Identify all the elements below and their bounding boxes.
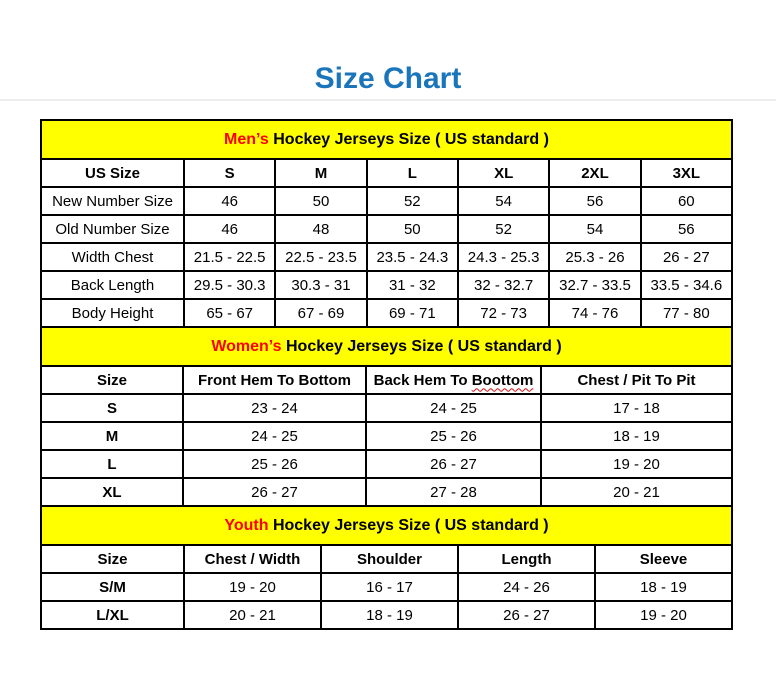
row-label: New Number Size <box>41 187 184 215</box>
table-row <box>41 394 732 422</box>
table-cell: 18 - 19 <box>541 422 732 450</box>
table-cell: 24 - 25 <box>366 394 541 422</box>
column-header-misspelled <box>366 366 541 394</box>
table-row <box>41 187 732 215</box>
column-header: Length <box>458 545 595 573</box>
table-cell: 21.5 - 22.5 <box>184 243 275 271</box>
column-header: XL <box>458 159 549 187</box>
table-row <box>41 601 732 629</box>
table-row <box>41 450 732 478</box>
column-header: Chest / Pit To Pit <box>541 366 732 394</box>
table-cell: 16 - 17 <box>321 573 458 601</box>
header-text: Back Hem To <box>373 371 468 389</box>
table-row <box>41 271 732 299</box>
youth-header-row <box>41 545 732 573</box>
table-cell: 56 <box>549 187 640 215</box>
table-row <box>41 573 732 601</box>
row-label: L/XL <box>41 601 184 629</box>
table-cell: 67 - 69 <box>275 299 366 327</box>
table-cell: 74 - 76 <box>549 299 640 327</box>
table-cell: 69 - 71 <box>367 299 458 327</box>
table-cell: 20 - 21 <box>184 601 321 629</box>
womens-header-row <box>41 366 732 394</box>
column-header: Front Hem To Bottom <box>183 366 366 394</box>
row-label: S <box>41 394 183 422</box>
mens-banner-highlight: Men’s <box>224 130 269 148</box>
column-header: S <box>184 159 275 187</box>
table-cell: 72 - 73 <box>458 299 549 327</box>
column-header: 3XL <box>641 159 732 187</box>
table-cell: 18 - 19 <box>595 573 732 601</box>
table-cell: 29.5 - 30.3 <box>184 271 275 299</box>
column-header: M <box>275 159 366 187</box>
table-cell: 17 - 18 <box>541 394 732 422</box>
table-cell: 27 - 28 <box>366 478 541 506</box>
size-tables-container <box>40 119 733 630</box>
column-header: Size <box>41 366 183 394</box>
row-label: XL <box>41 478 183 506</box>
youth-size-table <box>40 505 733 630</box>
table-row <box>41 299 732 327</box>
table-cell: 24 - 25 <box>183 422 366 450</box>
table-cell: 19 - 20 <box>184 573 321 601</box>
table-cell: 56 <box>641 215 732 243</box>
table-cell: 48 <box>275 215 366 243</box>
table-cell: 50 <box>275 187 366 215</box>
table-row <box>41 478 732 506</box>
table-cell: 46 <box>184 215 275 243</box>
youth-banner-highlight: Youth <box>224 516 269 534</box>
column-header: Size <box>41 545 184 573</box>
page-title: Size Chart <box>314 62 462 95</box>
table-cell: 30.3 - 31 <box>275 271 366 299</box>
row-label: M <box>41 422 183 450</box>
youth-section-banner <box>41 506 732 545</box>
table-cell: 24.3 - 25.3 <box>458 243 549 271</box>
table-cell: 25 - 26 <box>366 422 541 450</box>
row-label: Width Chest <box>41 243 184 271</box>
table-cell: 23.5 - 24.3 <box>367 243 458 271</box>
column-header: Chest / Width <box>184 545 321 573</box>
row-label: Back Length <box>41 271 184 299</box>
table-cell: 20 - 21 <box>541 478 732 506</box>
mens-section-banner <box>41 120 732 159</box>
table-row <box>41 422 732 450</box>
womens-banner-text: Hockey Jerseys Size ( US standard ) <box>286 337 562 355</box>
row-label: L <box>41 450 183 478</box>
youth-banner-text: Hockey Jerseys Size ( US standard ) <box>272 516 549 534</box>
table-cell: 46 <box>184 187 275 215</box>
table-row <box>41 243 732 271</box>
column-header: L <box>367 159 458 187</box>
table-cell: 18 - 19 <box>321 601 458 629</box>
table-row <box>41 215 732 243</box>
table-cell: 54 <box>458 187 549 215</box>
table-cell: 31 - 32 <box>367 271 458 299</box>
table-cell: 23 - 24 <box>183 394 366 422</box>
table-cell: 52 <box>367 187 458 215</box>
table-cell: 26 - 27 <box>183 478 366 506</box>
mens-banner-text: Hockey Jerseys Size ( US standard ) <box>273 130 549 148</box>
womens-size-table <box>40 326 733 507</box>
divider-line <box>0 99 776 101</box>
womens-banner-highlight: Women’s <box>211 337 282 355</box>
table-cell: 54 <box>549 215 640 243</box>
row-label: S/M <box>41 573 184 601</box>
table-cell: 24 - 26 <box>458 573 595 601</box>
mens-size-table <box>40 119 733 328</box>
mens-header-row <box>41 159 732 187</box>
table-cell: 25 - 26 <box>183 450 366 478</box>
column-header: 2XL <box>549 159 640 187</box>
row-label: Old Number Size <box>41 215 184 243</box>
column-header: Sleeve <box>595 545 732 573</box>
womens-section-banner <box>41 327 732 366</box>
table-cell: 19 - 20 <box>595 601 732 629</box>
table-cell: 19 - 20 <box>541 450 732 478</box>
table-cell: 32 - 32.7 <box>458 271 549 299</box>
table-cell: 33.5 - 34.6 <box>641 271 732 299</box>
table-cell: 52 <box>458 215 549 243</box>
column-header: US Size <box>41 159 184 187</box>
table-cell: 60 <box>641 187 732 215</box>
spellcheck-underlined-word: Boottom <box>471 371 534 389</box>
table-cell: 26 - 27 <box>366 450 541 478</box>
table-cell: 32.7 - 33.5 <box>549 271 640 299</box>
table-cell: 26 - 27 <box>458 601 595 629</box>
table-cell: 22.5 - 23.5 <box>275 243 366 271</box>
table-cell: 65 - 67 <box>184 299 275 327</box>
row-label: Body Height <box>41 299 184 327</box>
table-cell: 50 <box>367 215 458 243</box>
table-cell: 26 - 27 <box>641 243 732 271</box>
column-header: Shoulder <box>321 545 458 573</box>
table-cell: 25.3 - 26 <box>549 243 640 271</box>
table-cell: 77 - 80 <box>641 299 732 327</box>
